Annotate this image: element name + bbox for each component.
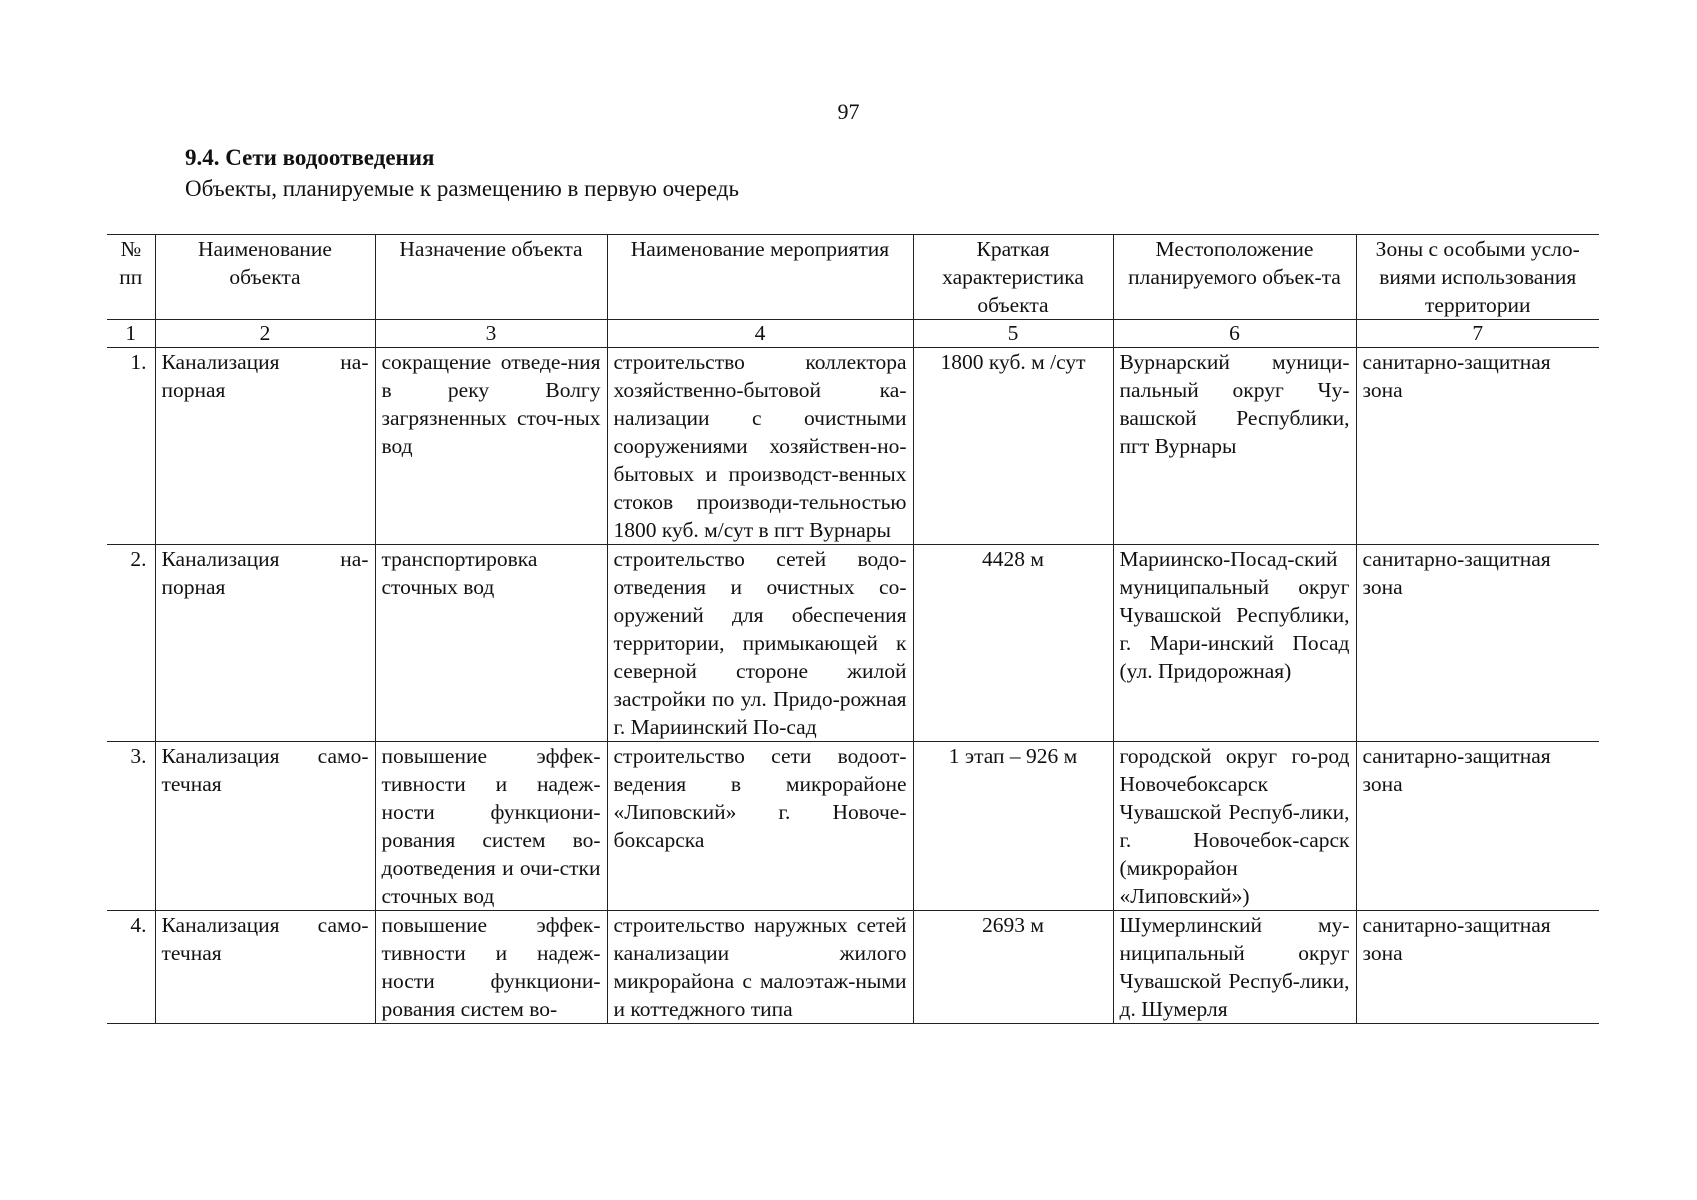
location-cell: Вурнарский муници-пальный округ Чу-вашской Республики, пгт Вурнары bbox=[1113, 348, 1356, 545]
table-row bbox=[107, 348, 1599, 545]
purpose-cell: повышение эффек-тивности и надеж-ности функциони-рования систем во- bbox=[375, 911, 607, 1024]
header-cell-measure: Наименование мероприятия bbox=[607, 235, 913, 320]
column-number-cell: 5 bbox=[913, 320, 1113, 348]
header-cell-number: № пп bbox=[107, 235, 155, 320]
row-number-cell: 4. bbox=[107, 911, 155, 1024]
column-number-cell: 3 bbox=[375, 320, 607, 348]
column-number-cell: 1 bbox=[107, 320, 155, 348]
row-number-cell: 3. bbox=[107, 742, 155, 911]
column-number-cell: 4 bbox=[607, 320, 913, 348]
measure-cell: строительство сети водоот-ведения в микрорайоне «Липовский» г. Новоче-боксарска bbox=[607, 742, 913, 911]
characteristic-cell: 4428 м bbox=[913, 545, 1113, 742]
characteristic-cell: 1800 куб. м /сут bbox=[913, 348, 1113, 545]
header-cell-characteristic: Краткая характеристика объекта bbox=[913, 235, 1113, 320]
zone-cell: санитарно-защитная зона bbox=[1356, 742, 1599, 911]
column-number-row bbox=[107, 320, 1599, 348]
measure-cell: строительство сетей водо-отведения и очистных со-оружений для обеспечения территории, примыкающей к северной стороне жилой застройки по ул. Придо-рожная г. Мариинский По-сад bbox=[607, 545, 913, 742]
column-number-cell: 6 bbox=[1113, 320, 1356, 348]
purpose-cell: сокращение отведе-ния в реку Волгу загрязненных сточ-ных вод bbox=[375, 348, 607, 545]
table-header-row bbox=[107, 235, 1599, 320]
column-number-cell: 7 bbox=[1356, 320, 1599, 348]
zone-cell: санитарно-защитная зона bbox=[1356, 911, 1599, 1024]
column-number-cell: 2 bbox=[155, 320, 375, 348]
object-name-cell: Канализация на-порная bbox=[155, 545, 375, 742]
facilities-table bbox=[107, 234, 1599, 1024]
header-cell-purpose: Назначение объекта bbox=[375, 235, 607, 320]
table-row bbox=[107, 545, 1599, 742]
location-cell: Мариинско-Посад-ский муниципальный округ Чувашской Республики, г. Мари-инский Посад (ул. Придорожная) bbox=[1113, 545, 1356, 742]
object-name-cell: Канализация на-порная bbox=[155, 348, 375, 545]
header-cell-zones: Зоны с особыми усло-виями использования территории bbox=[1356, 235, 1599, 320]
measure-cell: строительство коллектора хозяйственно-бытовой ка-нализации с очистными сооружениями хозяйствен-но-бытовых и производст-венных стоков производи-тельностью 1800 куб. м/сут в пгт Вурнары bbox=[607, 348, 913, 545]
characteristic-cell: 1 этап – 926 м bbox=[913, 742, 1113, 911]
purpose-cell: повышение эффек-тивности и надеж-ности функциони-рования систем во-доотведения и очи-стки сточных вод bbox=[375, 742, 607, 911]
row-number-cell: 1. bbox=[107, 348, 155, 545]
object-name-cell: Канализация само-течная bbox=[155, 742, 375, 911]
header-cell-location: Местоположение планируемого объек-та bbox=[1113, 235, 1356, 320]
measure-cell: строительство наружных сетей канализации жилого микрорайона с малоэтаж-ными и коттеджного типа bbox=[607, 911, 913, 1024]
location-cell: городской округ го-род Новочебоксарск Чувашской Респуб-лики, г. Новочебок-сарск (микрорайон «Липовский») bbox=[1113, 742, 1356, 911]
table-row bbox=[107, 742, 1599, 911]
section-heading: 9.4. Сети водоотведения bbox=[185, 145, 435, 170]
object-name-cell: Канализация само-течная bbox=[155, 911, 375, 1024]
location-cell: Шумерлинский му-ниципальный округ Чувашской Респуб-лики, д. Шумерля bbox=[1113, 911, 1356, 1024]
zone-cell: санитарно-защитная зона bbox=[1356, 348, 1599, 545]
zone-cell: санитарно-защитная зона bbox=[1356, 545, 1599, 742]
page-number: 97 bbox=[837, 99, 860, 124]
characteristic-cell: 2693 м bbox=[913, 911, 1113, 1024]
purpose-cell: транспортировка сточных вод bbox=[375, 545, 607, 742]
table-row bbox=[107, 911, 1599, 1024]
section-subtitle: Объекты, планируемые к размещению в первую очередь bbox=[185, 176, 739, 201]
row-number-cell: 2. bbox=[107, 545, 155, 742]
header-cell-object-name: Наименование объекта bbox=[155, 235, 375, 320]
